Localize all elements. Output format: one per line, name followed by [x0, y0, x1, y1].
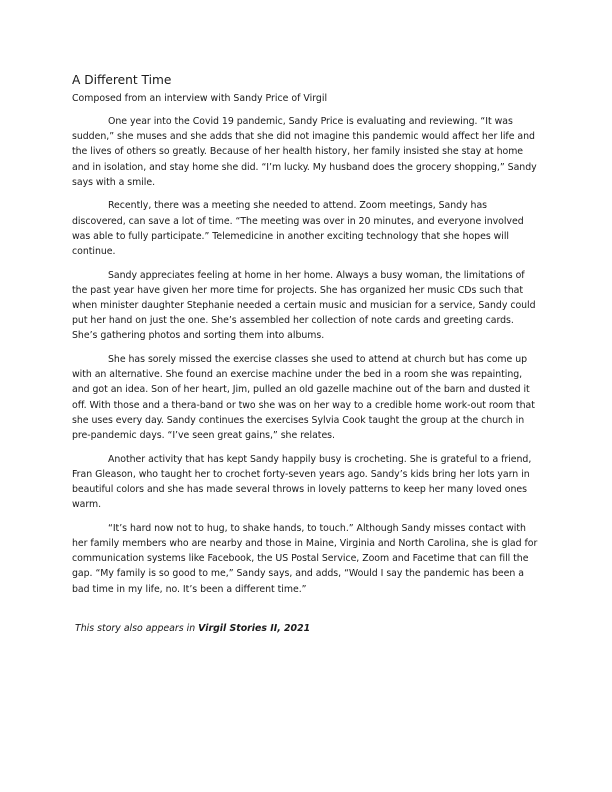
publication-note [75, 622, 310, 635]
article-subtitle: Composed from an interview with Sandy Price of Virgil [72, 93, 328, 104]
paragraph-5: Another activity that has kept Sandy happily busy is crocheting. She is grateful to a friend, Fran Gleason, who taught her to crochet forty-seven years ago. Sandy’s kids bring her lots yarn in beautiful colors and she has made several throws in lovely patterns to keep her many loved ones warm. [72, 453, 532, 511]
paragraph-1: One year into the Covid 19 pandemic, Sandy Price is evaluating and reviewing. “It was sudden,” she muses and she adds that she did not imagine this pandemic would affect her life and the lives of others so greatly. Because of her health history, her family insisted she stay at home and in isolation, and stay home she did. “I’m lucky. My husband does the grocery shopping,” Sandy says with a smile. [72, 116, 537, 188]
book-title: Virgil Stories II, [198, 623, 281, 634]
paragraph-4: She has sorely missed the exercise classes she used to attend at church but has come up with an alternative. She found an exercise machine under the bed in a room she was repainting, and got an idea. Son of her heart, Jim, pulled an old gazelle machine out of the barn and dusted it off. With those and a thera-band or two she was on her way to a credible home work-out room that she uses every day. Sandy continues the exercises Sylvia Cook taught the group at the church in pre-pandemic days. “I’ve seen great gains,” she relates. [72, 354, 535, 442]
paragraph-6: “It’s hard now not to hug, to shake hands, to touch.” Although Sandy misses contact with her family members who are nearby and those in Maine, Virginia and North Carolina, she is glad for communication systems like Facebook, the US Postal Service, Zoom and Facetime that can fill the gap. “My family is so good to me,” Sandy says, and adds, “Would I say the pandemic has been a bad time in my life, no. It’s been a different time.” [72, 522, 538, 595]
publication-note-prefix: This story also appears in [75, 623, 199, 634]
publication-year: 2021 [280, 623, 311, 634]
paragraph-3: Sandy appreciates feeling at home in her home. Always a busy woman, the limitations of the past year have given her more time for projects. She has organized her music CDs such that when minister daughter Stephanie needed a certain music and musician for a service, Sandy could put her hand on just the one. She’s assembled her collection of note cards and greeting cards. She’s gathering photos and sorting them into albums. [72, 269, 536, 342]
article-title: A Different Time [72, 73, 172, 87]
paragraph-2: Recently, there was a meeting she needed to attend. Zoom meetings, Sandy has discovered, can save a lot of time. “The meeting was over in 20 minutes, and everyone involved was able to fully participate.” Telemedicine in another exciting technology that she hopes will continue. [72, 200, 524, 258]
article-body [72, 114, 542, 605]
